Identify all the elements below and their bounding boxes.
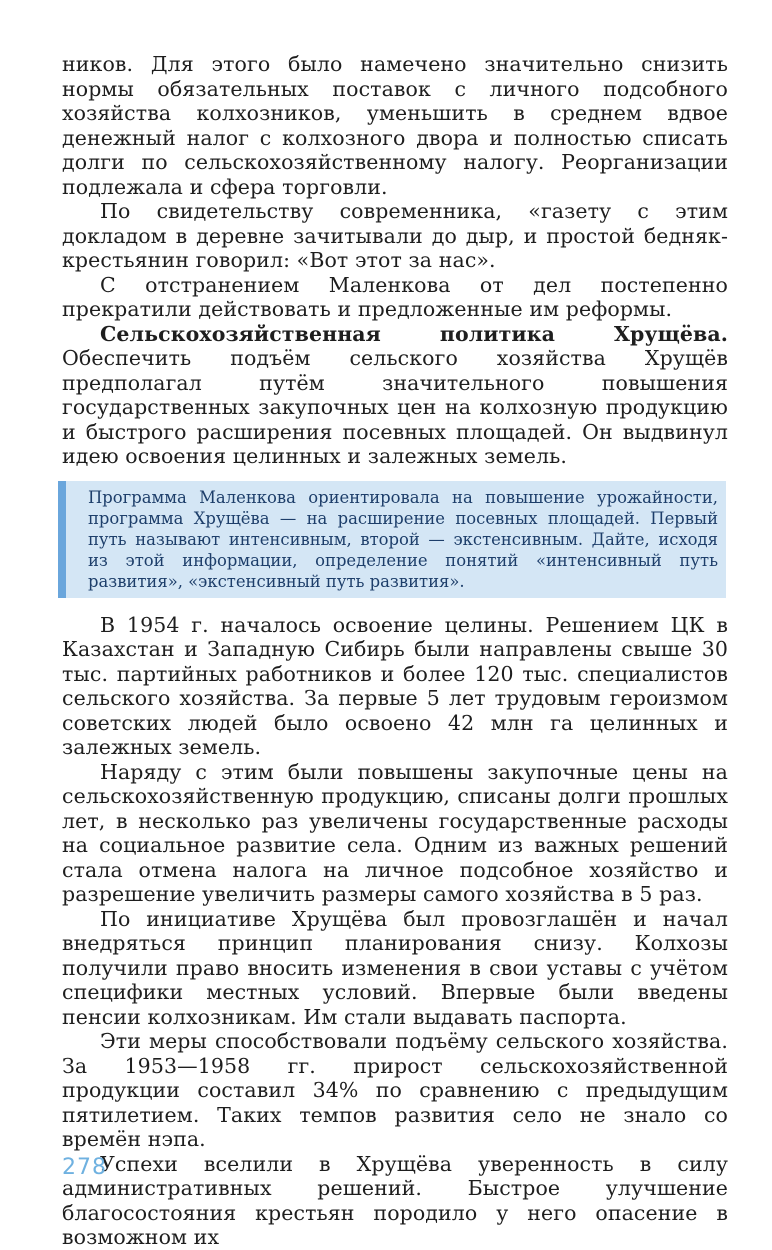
section-heading: Сельскохозяйственная политика Хрущёва. xyxy=(100,321,728,346)
task-text: Программа Маленкова ориентировала на повышение урожайности, программа Хрущёва — на расширение посевных площадей. Первый путь называют интенсивным, второй — экстенсивным. Дайте, исходя из этой информации, определение понятий «интенсивный путь развития», «экстенсивный путь развития». xyxy=(88,487,718,591)
page-number: 278 xyxy=(62,1155,107,1180)
page-content xyxy=(62,52,728,1250)
paragraph: По инициативе Хрущёва был провозглашён и начал внедряться принцип планирования снизу. Колхозы получили право вносить изменения в свои уставы с учётом специфики местных условий. Впервые были введены пенсии колхозникам. Им стали выдавать паспорта. xyxy=(62,906,728,1029)
paragraph: В 1954 г. началось освоение целины. Решением ЦК в Казахстан и Западную Сибирь были направлены свыше 30 тыс. партийных работников и более 120 тыс. специалистов сельского хозяйства. За первые 5 лет трудовым героизмом советских людей было освоено 42 млн га целинных и залежных земель. xyxy=(62,612,728,759)
task-box xyxy=(58,481,726,598)
paragraph: По свидетельству современника, «газету с этим докладом в деревне зачитывали до дыр, и простой бедняк-крестьянин говорил: «Вот этот за нас». xyxy=(62,199,728,272)
paragraph: Наряду с этим были повышены закупочные цены на сельскохозяйственную продукцию, списаны долги прошлых лет, в несколько раз увеличены государственные расходы на социальное развитие села. Одним из важных решений стала отмена налога на личное подсобное хозяйство и разрешение увеличить размеры самого хозяйства в 5 раз. xyxy=(62,759,728,906)
section-text: Обеспечить подъём сельского хозяйства Хрущёв предполагал путём значительного повышения государственных закупочных цен на колхозную продукцию и быстрого расширения посевных площадей. Он выдвинул идею освоения целинных и залежных земель. xyxy=(62,346,728,468)
paragraph: Эти меры способствовали подъёму сельского хозяйства. За 1953—1958 гг. прирост сельскохозяйственной продукции составил 34% по сравнению с предыдущим пятилетием. Таких темпов развития село не знало со времён нэпа. xyxy=(62,1029,728,1151)
paragraph: С отстранением Маленкова от дел постепенно прекратили действовать и предложенные им реформы. xyxy=(62,272,728,321)
paragraph: Успехи вселили в Хрущёва уверенность в силу административных решений. Быстрое улучшение благосостояния крестьян породило у него опасение в возможном их xyxy=(62,1151,728,1249)
section-paragraph xyxy=(62,322,728,469)
paragraph: ников. Для этого было намечено значительно снизить нормы обязательных поставок с личного подсобного хозяйства колхозников, уменьшить в среднем вдвое денежный налог с колхозного двора и полностью списать долги по сельскохозяйственному налогу. Реорганизации подлежала и сфера торговли. xyxy=(62,52,728,199)
